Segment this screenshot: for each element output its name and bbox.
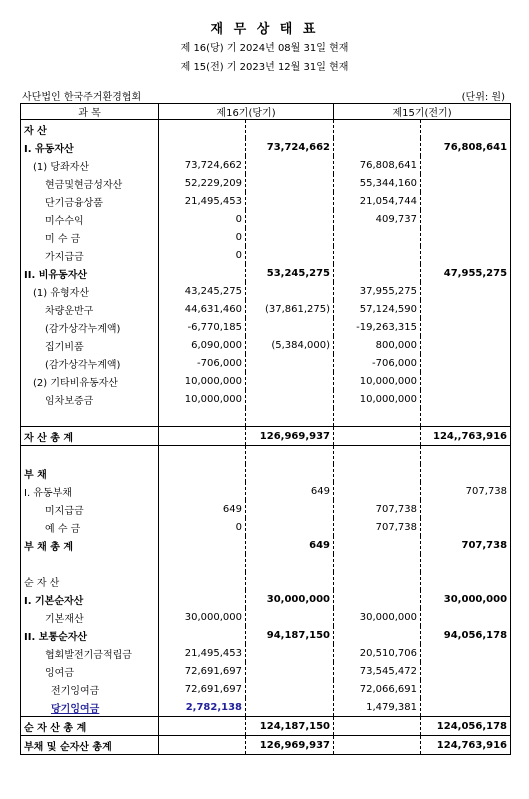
table-row [21,446,511,465]
previous-amount: 409,737 [334,210,421,228]
account-label [21,408,159,427]
previous-amount [421,336,511,354]
previous-amount: 30,000,000 [334,608,421,626]
account-label [21,210,159,228]
current-amount [159,736,246,755]
current-amount [246,608,334,626]
previous-amount [421,698,511,717]
current-amount [246,518,334,536]
account-label [21,282,159,300]
table-row [21,336,511,354]
current-amount: 0 [159,228,246,246]
current-amount: 126,969,937 [246,736,334,755]
previous-amount [421,354,511,372]
account-label [21,698,159,717]
previous-amount: 800,000 [334,336,421,354]
account-label-text: I. 유동자산 [24,143,74,155]
current-amount [159,427,246,446]
current-amount: 6,090,000 [159,336,246,354]
current-amount [246,662,334,680]
account-label [21,536,159,554]
current-amount [159,120,246,139]
account-label [21,626,159,644]
table-row [21,300,511,318]
table-row [21,482,511,500]
previous-amount: 47,955,275 [443,267,508,279]
table-row [21,464,511,482]
account-label-text: 단기금융상품 [45,197,103,209]
current-amount [246,120,334,139]
previous-amount [334,446,421,465]
current-amount [246,698,334,717]
current-amount [246,228,334,246]
current-amount [159,572,246,590]
previous-amount: 30,000,000 [443,593,508,605]
table-row [21,246,511,264]
account-label [21,482,159,500]
previous-amount [334,120,421,139]
account-label [21,390,159,408]
current-amount: 2,782,138 [159,698,246,717]
account-label [21,318,159,336]
current-amount: 21,495,453 [159,644,246,662]
account-label-text: 당기잉여금 [51,703,100,715]
current-amount: 21,495,453 [159,192,246,210]
current-amount [159,446,246,465]
currency-unit: (단위: 원) [461,92,505,103]
current-amount: 72,691,697 [159,662,246,680]
current-amount: 10,000,000 [159,390,246,408]
current-amount [159,264,246,282]
current-amount: 649 [159,500,246,518]
previous-amount [334,408,421,427]
current-amount: 94,187,150 [246,626,334,644]
current-amount [246,408,334,427]
account-label [21,246,159,264]
previous-amount: -706,000 [334,354,421,372]
account-label-text: (감가상각누계액) [45,323,121,335]
current-amount [159,717,246,736]
current-amount [159,536,246,554]
previous-amount: 707,738 [465,485,508,497]
account-label-text: 순 자 산 총 계 [24,722,87,734]
current-amount [246,572,334,590]
previous-amount [334,536,421,554]
current-amount: 126,969,937 [246,427,334,446]
current-amount [159,554,246,572]
previous-amount [421,282,511,300]
previous-amount [421,246,511,264]
previous-amount [421,390,511,408]
current-amount [246,390,334,408]
current-amount: (5,384,000) [246,336,334,354]
organization-name: 사단법인 한국주거환경협회 [22,92,142,103]
table-row [21,698,511,717]
current-amount [159,590,246,608]
previous-amount: 124,056,178 [421,717,511,736]
account-label-text: 차량운반구 [45,305,94,317]
table-row [21,518,511,536]
current-amount: 72,691,697 [159,680,246,698]
previous-amount [334,264,421,282]
account-label-text: I. 기본순자산 [24,595,84,607]
previous-period: 제 15(전) 기 2023년 12월 31일 현재 [180,62,349,73]
account-label-text: 순 자 산 [24,577,60,589]
account-label-text: II. 보통순자산 [24,631,88,643]
previous-amount [421,644,511,662]
current-amount: 53,245,275 [246,264,334,282]
account-label [21,264,159,282]
current-amount: 43,245,275 [159,282,246,300]
previous-amount: 21,054,744 [334,192,421,210]
account-label [21,518,159,536]
account-label [21,554,159,572]
header-current: 제16기(당기) [159,104,334,120]
table-row [21,408,511,427]
account-label [21,427,159,446]
table-row [21,174,511,192]
account-label-text: 미지급금 [45,505,84,517]
previous-amount [421,210,511,228]
account-label [21,608,159,626]
account-label-text: (감가상각누계액) [45,359,121,371]
previous-amount [334,554,421,572]
balance-sheet-table [20,103,511,755]
previous-amount: 1,479,381 [334,698,421,717]
account-label-text: 기본재산 [45,613,84,625]
previous-amount [421,446,511,465]
current-amount: 30,000,000 [159,608,246,626]
current-amount: 0 [159,518,246,536]
previous-amount [421,572,511,590]
table-row [21,120,511,139]
current-amount [246,464,334,482]
account-label [21,336,159,354]
previous-amount [421,156,511,174]
current-amount: 124,187,150 [246,717,334,736]
account-label-text: 부채 및 순자산 총계 [24,741,112,753]
account-label-text: 현금및현금성자산 [45,179,123,191]
previous-amount [334,464,421,482]
previous-amount [421,174,511,192]
account-label [21,500,159,518]
previous-amount: 55,344,160 [334,174,421,192]
current-amount [246,156,334,174]
account-label [21,446,159,465]
account-label [21,662,159,680]
account-label-text: 전기잉여금 [51,685,100,697]
account-label-text: I. 유동부채 [24,487,72,499]
previous-amount [334,228,421,246]
current-amount [159,464,246,482]
previous-amount: 707,738 [334,518,421,536]
previous-amount: -19,263,315 [334,318,421,336]
current-amount: 73,724,662 [246,138,334,156]
account-label [21,174,159,192]
table-row [21,590,511,608]
table-row [21,156,511,174]
previous-amount [334,717,421,736]
table-row [21,626,511,644]
previous-amount [421,192,511,210]
current-amount: 649 [246,536,334,554]
current-amount [159,408,246,427]
account-label [21,354,159,372]
table-row [21,608,511,626]
current-amount: 73,724,662 [159,156,246,174]
current-amount [159,482,246,500]
account-label-text: 잉여금 [45,667,74,679]
account-label [21,300,159,318]
current-amount [246,554,334,572]
previous-amount [334,590,421,608]
current-period: 제 16(당) 기 2024년 08월 31일 현재 [180,43,349,54]
account-label-text: II. 비유동자산 [24,269,88,281]
previous-amount: 707,738 [334,500,421,518]
header-previous: 제15기(전기) [334,104,511,120]
previous-amount: 73,545,472 [334,662,421,680]
previous-amount [334,482,421,500]
previous-amount [421,408,511,427]
account-label-text: (1) 당좌자산 [33,161,89,173]
current-amount: 44,631,460 [159,300,246,318]
table-row [21,736,511,755]
current-amount [246,680,334,698]
table-row [21,282,511,300]
account-label [21,192,159,210]
previous-amount [334,626,421,644]
current-amount: 10,000,000 [159,372,246,390]
current-amount: (37,861,275) [246,300,334,318]
table-row [21,318,511,336]
table-row [21,390,511,408]
previous-amount [334,138,421,156]
account-label-text: 집기비품 [45,341,84,353]
header-account: 과 목 [21,104,159,120]
account-label-text: 자 산 총 계 [24,432,74,444]
account-label [21,590,159,608]
current-amount [246,372,334,390]
current-amount [159,626,246,644]
account-label [21,736,159,755]
previous-amount [421,608,511,626]
current-amount: -706,000 [159,354,246,372]
current-amount [246,500,334,518]
previous-amount [421,500,511,518]
account-label-text: 미수수익 [45,215,84,227]
table-row [21,572,511,590]
current-amount [246,282,334,300]
current-amount [246,210,334,228]
previous-amount: 10,000,000 [334,390,421,408]
account-label-text: 자 산 [24,125,47,137]
previous-amount: 57,124,590 [334,300,421,318]
account-label [21,464,159,482]
account-label-text: 미 수 금 [45,233,81,245]
table-row [21,680,511,698]
table-row [21,264,511,282]
current-amount [246,174,334,192]
current-amount: 649 [246,482,334,500]
table-row [21,500,511,518]
current-amount [246,192,334,210]
table-row [21,372,511,390]
account-label [21,644,159,662]
table-row [21,228,511,246]
account-label-text: 협회발전기금적립금 [45,649,132,661]
account-label [21,372,159,390]
previous-amount: 94,056,178 [443,629,508,641]
account-label-text: 예 수 금 [45,523,81,535]
table-row [21,644,511,662]
table-row [21,554,511,572]
table-row [21,662,511,680]
table-header-row [21,104,511,120]
previous-amount: 707,738 [461,539,508,551]
account-label-text: 임차보증금 [45,395,94,407]
previous-amount: 72,066,691 [334,680,421,698]
current-amount: 0 [159,246,246,264]
table-row [21,138,511,156]
current-amount [159,138,246,156]
previous-amount [421,300,511,318]
current-amount [246,644,334,662]
account-label [21,228,159,246]
previous-amount [421,662,511,680]
previous-amount [421,680,511,698]
account-label-text: 부 채 총 계 [24,541,74,553]
previous-amount [421,554,511,572]
previous-amount: 10,000,000 [334,372,421,390]
previous-amount [421,518,511,536]
previous-amount [421,464,511,482]
account-label [21,717,159,736]
current-amount: 52,229,209 [159,174,246,192]
current-amount [246,446,334,465]
current-amount: 0 [159,210,246,228]
account-label [21,680,159,698]
account-label [21,572,159,590]
previous-amount [334,572,421,590]
table-row [21,192,511,210]
account-label-text: 가지급금 [45,251,84,263]
account-label [21,120,159,139]
previous-amount: 37,955,275 [334,282,421,300]
table-row [21,717,511,736]
previous-amount [421,228,511,246]
current-amount [246,318,334,336]
account-label [21,156,159,174]
document-title: 재 무 상 태 표 [210,22,319,37]
current-amount [246,246,334,264]
account-label-text: (2) 기타비유동자산 [33,377,118,389]
previous-amount [421,318,511,336]
previous-amount: 20,510,706 [334,644,421,662]
account-label-text: (1) 유형자산 [33,287,89,299]
account-label [21,138,159,156]
current-amount: 30,000,000 [246,590,334,608]
previous-amount [421,120,511,139]
table-row [21,427,511,446]
account-label-text: 부 채 [24,469,47,481]
previous-amount: 76,808,641 [443,141,508,153]
current-amount: -6,770,185 [159,318,246,336]
previous-amount: 124,763,916 [421,736,511,755]
table-row [21,210,511,228]
table-row [21,536,511,554]
previous-amount [334,736,421,755]
previous-amount [334,246,421,264]
previous-amount [421,372,511,390]
previous-amount [334,427,421,446]
previous-amount: 124,,763,916 [421,427,511,446]
previous-amount: 76,808,641 [334,156,421,174]
current-amount [246,354,334,372]
table-row [21,354,511,372]
